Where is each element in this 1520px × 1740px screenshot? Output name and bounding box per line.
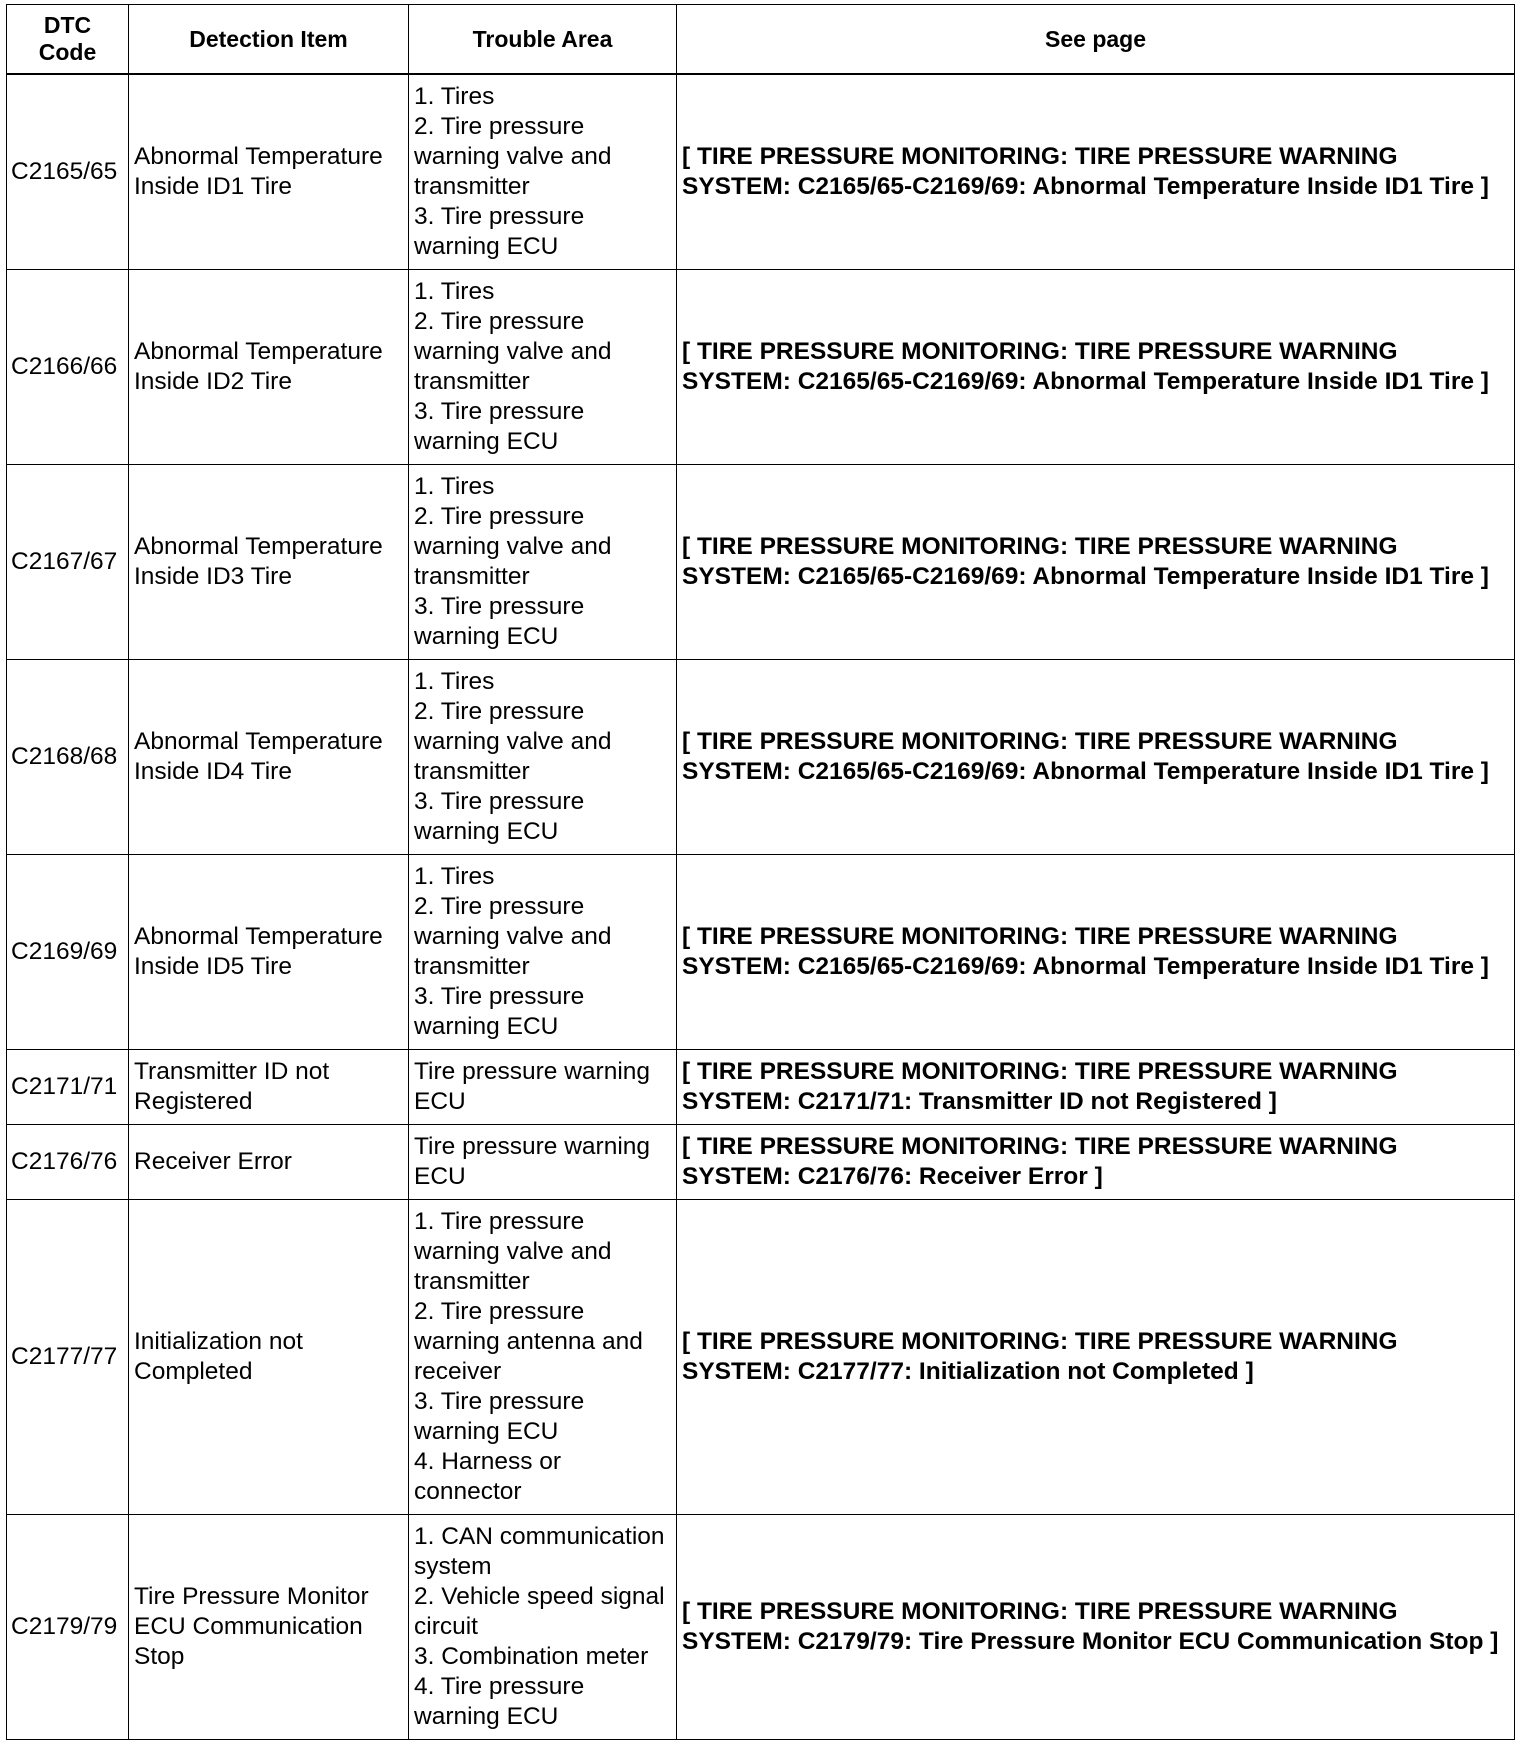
table-row xyxy=(7,270,1515,465)
trouble-area-line: 1. CAN communication system xyxy=(414,1523,665,1580)
trouble-area-line: 2. Tire pressure warning valve and transmitter xyxy=(414,503,612,590)
header-dtc-code-line1: DTC xyxy=(43,12,92,38)
header-dtc-code xyxy=(7,5,129,75)
see-page-link[interactable]: [ TIRE PRESSURE MONITORING: TIRE PRESSURE WARNING SYSTEM: C2171/71: Transmitter ID not Registered ] xyxy=(677,1050,1515,1125)
detection-item-cell: Abnormal Temperature Inside ID5 Tire xyxy=(129,855,409,1050)
trouble-area-line: 1. Tires xyxy=(414,83,495,110)
dtc-code-cell: C2171/71 xyxy=(7,1050,129,1125)
trouble-area-line: 2. Tire pressure warning valve and transmitter xyxy=(414,308,612,395)
dtc-table-page xyxy=(6,4,1514,1740)
dtc-code-cell: C2176/76 xyxy=(7,1125,129,1200)
see-page-link[interactable]: [ TIRE PRESSURE MONITORING: TIRE PRESSURE WARNING SYSTEM: C2177/77: Initialization not Completed ] xyxy=(677,1200,1515,1515)
trouble-area-cell xyxy=(409,465,677,660)
detection-item-cell: Abnormal Temperature Inside ID2 Tire xyxy=(129,270,409,465)
header-see-page: See page xyxy=(677,5,1515,75)
trouble-area-line: Tire pressure warning ECU xyxy=(414,1058,651,1115)
detection-item-cell: Receiver Error xyxy=(129,1125,409,1200)
detection-item-cell: Abnormal Temperature Inside ID4 Tire xyxy=(129,660,409,855)
trouble-area-line: 3. Tire pressure warning ECU xyxy=(414,788,585,845)
dtc-code-cell: C2169/69 xyxy=(7,855,129,1050)
trouble-area-line: 3. Combination meter xyxy=(414,1643,649,1670)
dtc-code-cell: C2177/77 xyxy=(7,1200,129,1515)
detection-item-cell: Abnormal Temperature Inside ID1 Tire xyxy=(129,74,409,270)
table-body xyxy=(7,74,1515,1740)
trouble-area-line: 1. Tires xyxy=(414,473,495,500)
trouble-area-cell xyxy=(409,660,677,855)
detection-item-cell: Transmitter ID not Registered xyxy=(129,1050,409,1125)
trouble-area-cell xyxy=(409,855,677,1050)
dtc-code-cell: C2165/65 xyxy=(7,74,129,270)
table-row xyxy=(7,1515,1515,1740)
trouble-area-line: 2. Tire pressure warning valve and transmitter xyxy=(414,698,612,785)
trouble-area-line: 3. Tire pressure warning ECU xyxy=(414,593,585,650)
trouble-area-line: 1. Tires xyxy=(414,863,495,890)
trouble-area-line: 3. Tire pressure warning ECU xyxy=(414,983,585,1040)
table-row xyxy=(7,855,1515,1050)
header-trouble-area: Trouble Area xyxy=(409,5,677,75)
trouble-area-line: 2. Tire pressure warning valve and transmitter xyxy=(414,893,612,980)
trouble-area-line: 3. Tire pressure warning ECU xyxy=(414,398,585,455)
trouble-area-line: 1. Tires xyxy=(414,278,495,305)
trouble-area-line: 4. Tire pressure warning ECU xyxy=(414,1673,585,1730)
header-dtc-code-line2: Code xyxy=(38,39,97,65)
trouble-area-line: 3. Tire pressure warning ECU xyxy=(414,203,585,260)
table-row xyxy=(7,1200,1515,1515)
dtc-code-cell: C2167/67 xyxy=(7,465,129,660)
trouble-area-line: Tire pressure warning ECU xyxy=(414,1133,651,1190)
trouble-area-line: 4. Harness or connector xyxy=(414,1448,562,1505)
trouble-area-cell xyxy=(409,1200,677,1515)
trouble-area-line: 2. Tire pressure warning valve and transmitter xyxy=(414,113,612,200)
table-row xyxy=(7,1050,1515,1125)
table-header xyxy=(7,5,1515,75)
trouble-area-cell xyxy=(409,1515,677,1740)
see-page-link[interactable]: [ TIRE PRESSURE MONITORING: TIRE PRESSURE WARNING SYSTEM: C2179/79: Tire Pressure Monitor ECU Communication Stop ] xyxy=(677,1515,1515,1740)
table-row xyxy=(7,465,1515,660)
dtc-code-cell: C2166/66 xyxy=(7,270,129,465)
trouble-area-cell xyxy=(409,74,677,270)
header-detection-item: Detection Item xyxy=(129,5,409,75)
trouble-area-cell xyxy=(409,1125,677,1200)
header-row xyxy=(7,5,1515,75)
table-row xyxy=(7,1125,1515,1200)
see-page-link[interactable]: [ TIRE PRESSURE MONITORING: TIRE PRESSURE WARNING SYSTEM: C2165/65-C2169/69: Abnormal Temperature Inside ID1 Tire ] xyxy=(677,74,1515,270)
trouble-area-line: 2. Tire pressure warning antenna and receiver xyxy=(414,1298,643,1385)
trouble-area-cell xyxy=(409,270,677,465)
detection-item-cell: Initialization not Completed xyxy=(129,1200,409,1515)
trouble-area-line: 1. Tire pressure warning valve and transmitter xyxy=(414,1208,612,1295)
see-page-link[interactable]: [ TIRE PRESSURE MONITORING: TIRE PRESSURE WARNING SYSTEM: C2165/65-C2169/69: Abnormal Temperature Inside ID1 Tire ] xyxy=(677,855,1515,1050)
dtc-code-cell: C2179/79 xyxy=(7,1515,129,1740)
see-page-link[interactable]: [ TIRE PRESSURE MONITORING: TIRE PRESSURE WARNING SYSTEM: C2165/65-C2169/69: Abnormal Temperature Inside ID1 Tire ] xyxy=(677,660,1515,855)
detection-item-cell: Tire Pressure Monitor ECU Communication Stop xyxy=(129,1515,409,1740)
dtc-code-cell: C2168/68 xyxy=(7,660,129,855)
see-page-link[interactable]: [ TIRE PRESSURE MONITORING: TIRE PRESSURE WARNING SYSTEM: C2165/65-C2169/69: Abnormal Temperature Inside ID1 Tire ] xyxy=(677,270,1515,465)
trouble-area-line: 1. Tires xyxy=(414,668,495,695)
trouble-area-line: 3. Tire pressure warning ECU xyxy=(414,1388,585,1445)
table-row xyxy=(7,660,1515,855)
detection-item-cell: Abnormal Temperature Inside ID3 Tire xyxy=(129,465,409,660)
see-page-link[interactable]: [ TIRE PRESSURE MONITORING: TIRE PRESSURE WARNING SYSTEM: C2165/65-C2169/69: Abnormal Temperature Inside ID1 Tire ] xyxy=(677,465,1515,660)
trouble-area-cell xyxy=(409,1050,677,1125)
trouble-area-line: 2. Vehicle speed signal circuit xyxy=(414,1583,665,1640)
see-page-link[interactable]: [ TIRE PRESSURE MONITORING: TIRE PRESSURE WARNING SYSTEM: C2176/76: Receiver Error ] xyxy=(677,1125,1515,1200)
dtc-table xyxy=(6,4,1515,1740)
table-row xyxy=(7,74,1515,270)
